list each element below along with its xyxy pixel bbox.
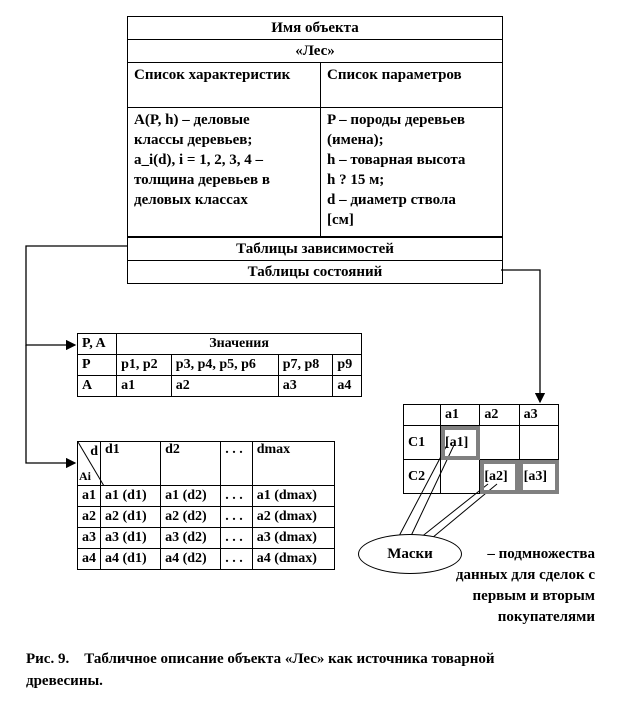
thickness-table — [77, 441, 335, 570]
table2-cell: a3 (d1) — [101, 528, 161, 549]
mask-cell-c1: [a1] — [441, 426, 480, 460]
table3-header: a1 — [441, 405, 480, 426]
table2-cell: a4 (d2) — [161, 549, 221, 570]
object-card — [127, 16, 503, 284]
table2-cell: a4 — [78, 549, 101, 570]
characteristic-line: a_i(d), i = 1, 2, 3, 4 – — [134, 152, 263, 168]
state-arrow-to-table3 — [501, 270, 540, 402]
table1-cell: p9 — [333, 355, 362, 376]
table2-cell: a2 (d1) — [101, 507, 161, 528]
table2-cell: . . . — [221, 486, 252, 507]
parameter-line: (имена); — [327, 132, 384, 148]
table1-header: Значения — [117, 334, 362, 355]
table1-cell: p3, p4, p5, p6 — [171, 355, 278, 376]
state-table — [403, 404, 559, 494]
table2-cell: a1 — [78, 486, 101, 507]
characteristics-title: Список характеристик — [128, 63, 321, 107]
table3-row-label: C1 — [404, 426, 441, 460]
table2-cell: . . . — [221, 507, 252, 528]
mask-cell-c2-a2: [a2] — [480, 460, 519, 494]
table1-cell: a3 — [278, 376, 333, 397]
table3-header — [404, 405, 441, 426]
table-row — [78, 486, 335, 507]
table-row — [78, 528, 335, 549]
table2-cell: . . . — [221, 549, 252, 570]
table1-corner: P, A — [78, 334, 117, 355]
table2-corner — [78, 442, 101, 486]
masks-note-line: первым и вторым — [472, 588, 595, 604]
table2-corner-a: Ai — [79, 469, 91, 483]
table2-header: d1 — [101, 442, 161, 486]
table2-header: d2 — [161, 442, 221, 486]
table3-header: a2 — [480, 405, 519, 426]
table1-cell: P — [78, 355, 117, 376]
characteristics-list — [128, 108, 321, 236]
table2-cell: a1 (d2) — [161, 486, 221, 507]
characteristic-line: толщина деревьев в — [134, 172, 270, 188]
table1-cell: p1, p2 — [117, 355, 172, 376]
table2-cell: a4 (d1) — [101, 549, 161, 570]
table1-cell: a2 — [171, 376, 278, 397]
state-tables-row: Таблицы состояний — [247, 264, 383, 280]
table2-cell: a2 — [78, 507, 101, 528]
object-card-body — [128, 108, 502, 237]
dependency-tables-row: Таблицы зависимостей — [128, 237, 502, 261]
table2-cell: a2 (dmax) — [252, 507, 334, 528]
object-name: «Лес» — [128, 40, 502, 63]
figure-caption — [26, 648, 616, 692]
parameter-line: [см] — [327, 212, 354, 228]
masks-note — [430, 544, 595, 628]
masks-note-line: данных для сделок с — [455, 567, 595, 583]
table2-cell: a1 (d1) — [101, 486, 161, 507]
masks-note-line: покупателями — [497, 609, 595, 625]
caption-line: Рис. 9. Табличное описание объекта «Лес» как источника товарной — [26, 651, 495, 667]
table2-cell: . . . — [221, 528, 252, 549]
parameters-list — [321, 108, 471, 236]
characteristic-line: A(P, h) – деловые — [134, 112, 250, 128]
object-name-header: Имя объекта — [128, 17, 502, 40]
table1-cell: a4 — [333, 376, 362, 397]
characteristic-line: деловых классах — [134, 192, 248, 208]
table2-cell: a3 (d2) — [161, 528, 221, 549]
parameters-title: Список параметров — [327, 67, 462, 83]
table-row — [78, 549, 335, 570]
mask-cell-c2-a3: [a3] — [519, 460, 558, 494]
table3-cell — [441, 460, 480, 494]
table2-cell: a2 (d2) — [161, 507, 221, 528]
masks-ellipse: Маски — [358, 534, 462, 574]
table2-cell: a3 — [78, 528, 101, 549]
parameter-line: P – породы деревьев — [327, 112, 465, 128]
table3-cell — [519, 426, 558, 460]
table1-cell: p7, p8 — [278, 355, 333, 376]
table2-cell: a1 (dmax) — [252, 486, 334, 507]
masks-note-line: – подмножества — [487, 546, 595, 562]
parameter-line: h ? 15 м; — [327, 172, 385, 188]
table3-cell — [480, 426, 519, 460]
table2-corner-d: d — [90, 444, 98, 459]
table2-cell: a3 (dmax) — [252, 528, 334, 549]
table2-header: dmax — [252, 442, 334, 486]
characteristic-line: классы деревьев; — [134, 132, 253, 148]
parameter-line: h – товарная высота — [327, 152, 466, 168]
table1-cell: A — [78, 376, 117, 397]
dependency-arrow-to-table1 — [26, 246, 127, 345]
table1-cell: a1 — [117, 376, 172, 397]
species-class-table — [77, 333, 362, 397]
object-card-titles — [128, 63, 502, 108]
parameter-line: d – диаметр ствола — [327, 192, 456, 208]
table2-cell: a4 (dmax) — [252, 549, 334, 570]
table-row — [78, 507, 335, 528]
caption-line: древесины. — [26, 673, 103, 689]
table3-header: a3 — [519, 405, 558, 426]
table2-header: . . . — [221, 442, 252, 486]
table3-row-label: C2 — [404, 460, 441, 494]
dependency-arrow-to-table2 — [26, 345, 75, 463]
